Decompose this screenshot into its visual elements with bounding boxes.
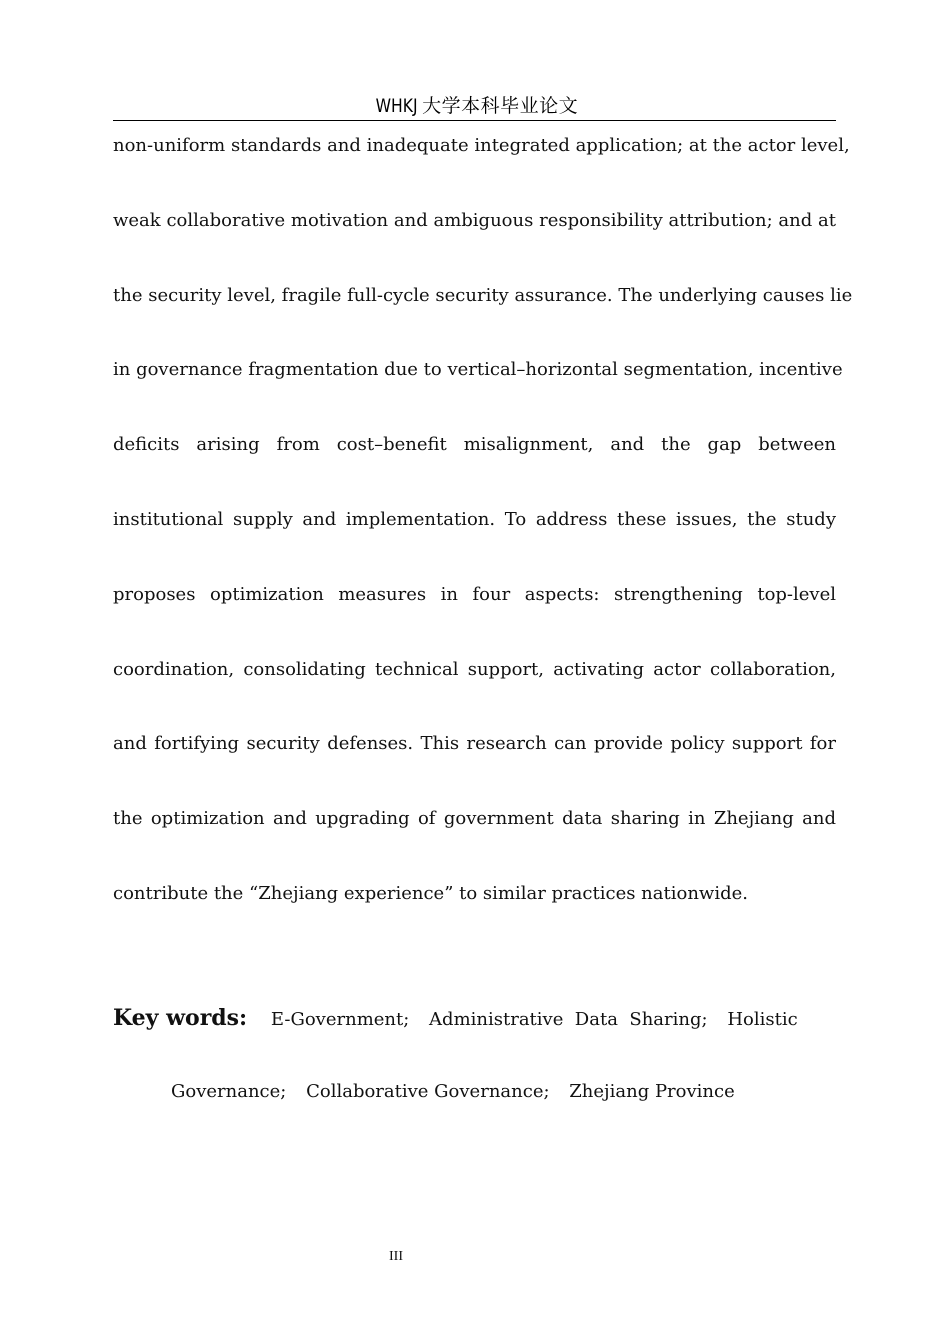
keyword: Collaborative Governance;: [306, 1081, 550, 1102]
keywords-section: [113, 996, 836, 1114]
keywords-label: Key words:: [113, 1005, 248, 1031]
abstract-line: deficits arising from cost–benefit misalignment, and the gap between: [113, 434, 836, 456]
abstract-line: the optimization and upgrading of government data sharing in Zhejiang and: [113, 808, 836, 830]
keywords-line-1: [113, 996, 836, 1070]
abstract-line: proposes optimization measures in four aspects: strengthening top-level: [113, 583, 836, 605]
abstract-line: and fortifying security defenses. This research can provide policy support for: [113, 733, 836, 755]
abstract-line: weak collaborative motivation and ambiguous responsibility attribution; and at: [113, 209, 836, 231]
abstract-line: institutional supply and implementation. To address these issues, the study: [113, 508, 836, 530]
abstract-line: the security level, fragile full-cycle security assurance. The underlying causes lie: [113, 284, 853, 306]
header-thesis-title: 大学本科毕业论文: [422, 95, 579, 117]
keyword: Administrative Data Sharing;: [429, 1009, 708, 1030]
page-number: III: [389, 1249, 403, 1264]
keyword: E-Government;: [270, 1009, 410, 1030]
abstract-body: [113, 126, 853, 949]
abstract-line: coordination, consolidating technical support, activating actor collaboration,: [113, 658, 836, 680]
keyword: Holistic: [727, 1009, 798, 1030]
running-header: [113, 92, 836, 121]
abstract-line: contribute the “Zhejiang experience” to similar practices nationwide.: [113, 882, 748, 904]
header-school-code: WHKJ: [375, 95, 418, 117]
keywords-line-2: [113, 1070, 836, 1114]
keyword: Governance;: [171, 1081, 287, 1102]
keyword: Zhejiang Province: [569, 1081, 735, 1102]
abstract-line: in governance fragmentation due to vertical–horizontal segmentation, incentive: [113, 359, 843, 381]
abstract-line: non-uniform standards and inadequate integrated application; at the actor level,: [113, 135, 850, 156]
